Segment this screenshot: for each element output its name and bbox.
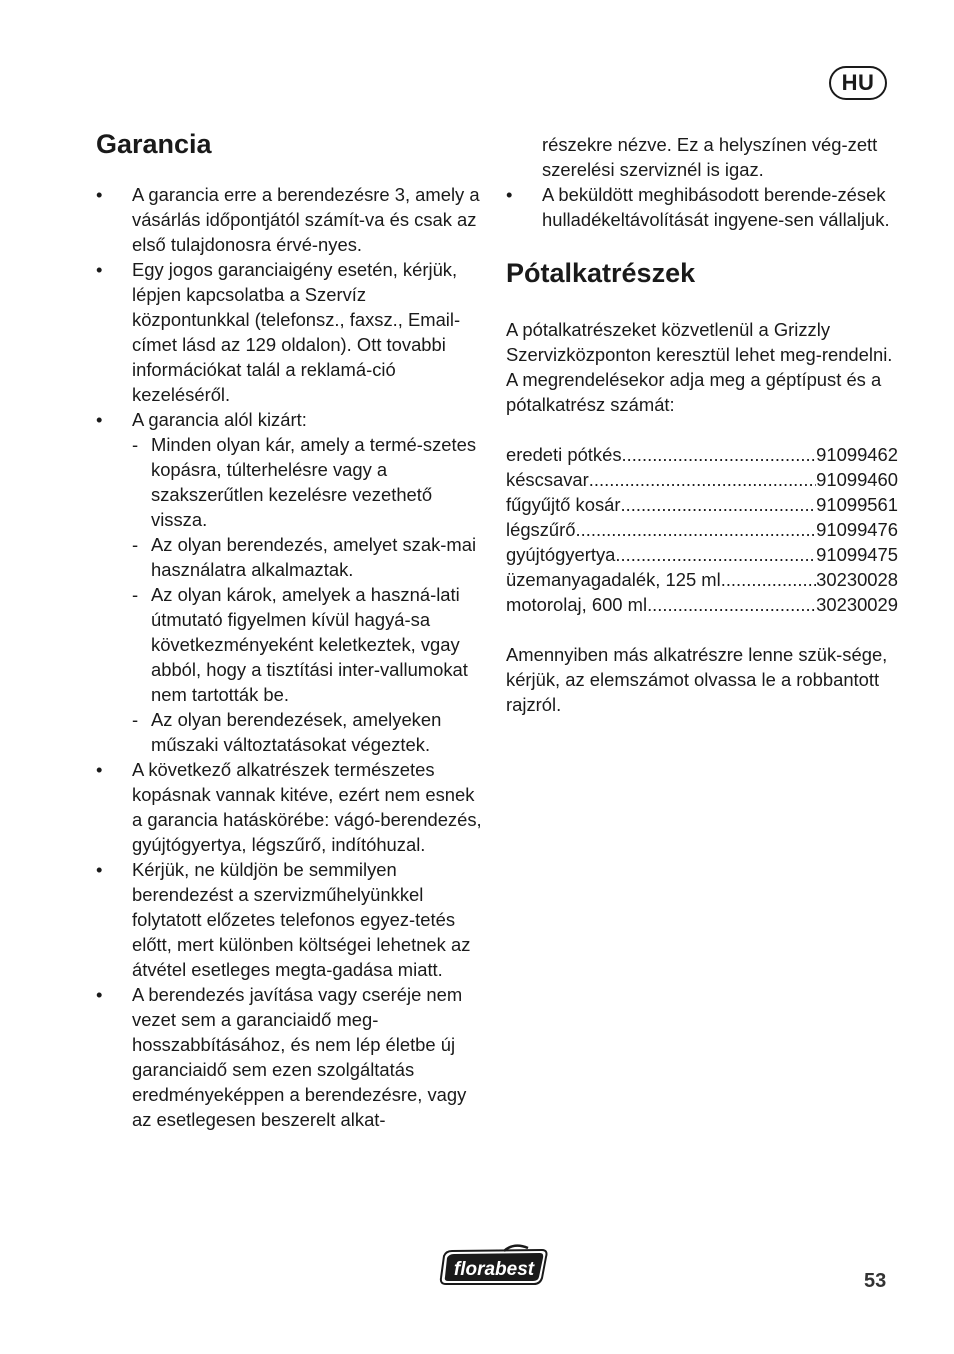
list-item-text: A berendezés javítása vagy cseréje nem vezet sem a garanciaidő meg-hosszabbításához, és nem lép életbe új garanciaidő sem ezen szolgáltatás eredményeképpen a berendezésre, vagy az esetlegesen beszerelt alkat- xyxy=(132,984,467,1130)
parts-outro: Amennyiben más alkatrészre lenne szük-sége, kérjük, az elemszámot olvassa le a robbantott rajzról. xyxy=(506,644,888,715)
leader-dots xyxy=(621,492,817,517)
bullet-icon: • xyxy=(96,759,103,780)
sub-list-item xyxy=(132,432,486,532)
parts-row xyxy=(506,492,898,517)
dash-icon: - xyxy=(132,434,139,455)
part-number: 91099476 xyxy=(816,519,898,540)
list-item-text: A beküldött meghibásodott berende-zések hulladékeltávolítását ingyene-sen vállaljuk. xyxy=(542,184,890,230)
list-item xyxy=(96,182,486,257)
dash-icon: - xyxy=(132,584,139,605)
dash-icon: - xyxy=(132,534,139,555)
list-item-text: Kérjük, ne küldjön be semmilyen berendezést a szervizműhelyünkkel folytatott előzetes telefonos egyez-tetés előtt, mert különben költségei lehetnek az átvétel esetleges megta-gadása miatt. xyxy=(132,859,471,980)
exclusion-list xyxy=(132,432,486,757)
part-name: üzemanyagadalék, 125 ml xyxy=(506,569,721,590)
potalkatreszek-heading: Pótalkatrészek xyxy=(506,258,696,288)
logo-wordmark: florabest xyxy=(453,1259,535,1280)
right-column xyxy=(506,132,898,717)
garancia-section xyxy=(96,126,486,1132)
part-name: motorolaj, 600 ml xyxy=(506,594,648,615)
part-number: 30230029 xyxy=(816,594,898,615)
bullet-icon: • xyxy=(96,409,103,430)
list-item xyxy=(96,257,486,407)
sub-list-item-text: Az olyan berendezés, amelyet szak-mai használatra alkalmaztak. xyxy=(151,534,477,580)
garancia-list xyxy=(96,182,486,1132)
parts-row xyxy=(506,442,898,467)
leader-dots xyxy=(576,517,817,542)
bullet-icon: • xyxy=(506,184,513,205)
part-name: eredeti pótkés xyxy=(506,444,622,465)
list-item xyxy=(96,757,486,857)
parts-intro: A pótalkatrészeket közvetlenül a Grizzly Szervizközponton keresztül lehet meg-rendelni. A megrendelésekor adja meg a géptípust és a pótalkatrész számát: xyxy=(506,319,893,415)
part-number: 91099475 xyxy=(816,544,898,565)
part-name: gyújtógyertya xyxy=(506,544,616,565)
list-item xyxy=(96,982,486,1132)
bullet-icon: • xyxy=(96,259,103,280)
list-item-text: A garancia erre a berendezésre 3, amely a vásárlás időpontjától számít-va és csak az első tulajdonosra érvé-nyes. xyxy=(132,184,480,255)
parts-row xyxy=(506,467,898,492)
parts-row xyxy=(506,567,898,592)
part-number: 91099462 xyxy=(816,444,898,465)
parts-row xyxy=(506,517,898,542)
florabest-logo xyxy=(438,1244,550,1288)
language-badge: HU xyxy=(829,66,887,100)
list-item xyxy=(506,182,898,232)
parts-list xyxy=(506,442,898,617)
garancia-list-continued xyxy=(506,182,898,232)
parts-row xyxy=(506,542,898,567)
part-name: késcsavar xyxy=(506,469,589,490)
part-name: fűgyűjtő kosár xyxy=(506,494,621,515)
list-item-text: A garancia alól kizárt: xyxy=(132,409,307,430)
parts-row xyxy=(506,592,898,617)
page-number: 53 xyxy=(864,1270,887,1292)
bullet-icon: • xyxy=(96,184,103,205)
sub-list-item xyxy=(132,582,486,707)
sub-list-item-text: Az olyan berendezések, amelyeken műszaki változtatásokat végeztek. xyxy=(151,709,442,755)
dash-icon: - xyxy=(132,709,139,730)
leader-dots xyxy=(721,567,816,592)
leader-dots xyxy=(647,592,816,617)
garancia-continuation: részekre nézve. Ez a helyszínen vég-zett szerelési szerviznél is igaz. xyxy=(542,134,878,180)
list-item-text: Egy jogos garanciaigény esetén, kérjük, lépjen kapcsolatba a Szervíz központunkkal (telefonsz., faxsz., Email-címet lásd az 129 oldalon). Ott tovabbi információkat talál a reklamá-ció kezeléséről. xyxy=(132,259,461,405)
list-item-text: A következő alkatrészek természetes kopásnak vannak kitéve, ezért nem esnek a garancia hatáskörébe: vágó-berendezés, gyújtógyertya, légszűrő, indítóhuzal. xyxy=(132,759,482,855)
bullet-icon: • xyxy=(96,984,103,1005)
leader-dots xyxy=(589,467,816,492)
bullet-icon: • xyxy=(96,859,103,880)
leader-dots xyxy=(622,442,817,467)
sub-list-item-text: Az olyan károk, amelyek a haszná-lati útmutató figyelmen kívül hagyá-sa következményeként keletkeztek, vgay abból, hogy a tisztítási inter-vallumokat nem tartották be. xyxy=(151,584,468,705)
sub-list-item xyxy=(132,707,486,757)
part-number: 91099460 xyxy=(816,469,898,490)
sub-list-item-text: Minden olyan kár, amely a termé-szetes kopásra, túlterhelésre vagy a szakszerűtlen kezelésre vezethető vissza. xyxy=(151,434,477,530)
garancia-heading: Garancia xyxy=(96,129,212,159)
part-number: 30230028 xyxy=(816,569,898,590)
part-name: légszűrő xyxy=(506,519,576,540)
part-number: 91099561 xyxy=(816,494,898,515)
list-item xyxy=(96,857,486,982)
leader-dots xyxy=(615,542,816,567)
sub-list-item xyxy=(132,532,486,582)
list-item xyxy=(96,407,486,757)
